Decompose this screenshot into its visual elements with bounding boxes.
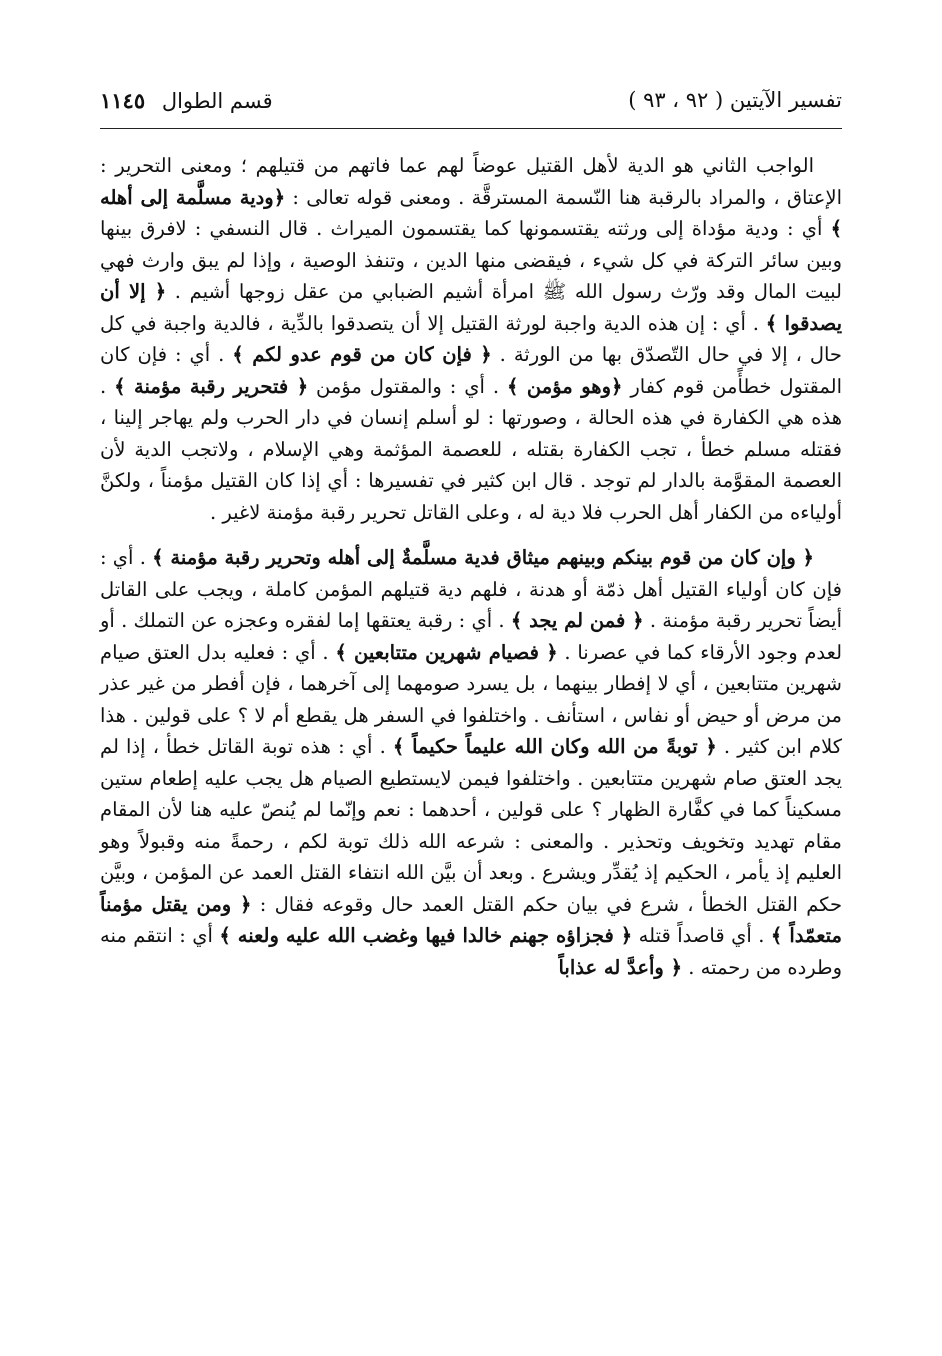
- header-rule: [100, 128, 842, 129]
- page-body: [100, 150, 842, 1286]
- text-run: . أي : رقبة يعتقها إما لفقره وعجزه عن التملك . أو لعدم وجود الأرقاء كما في عصرنا .: [100, 609, 843, 664]
- section-name: قسم الطوال: [161, 89, 273, 113]
- quran-quote: ﴿ توبةً من الله وكان الله عليماً حكيماً ﴾: [392, 735, 717, 758]
- quran-quote: ﴿ ومن يقتل مؤمناً متعمّداً ﴾: [100, 892, 842, 947]
- text-run: . أي : فإن كان المقتول خطأًمن قوم كفار: [100, 343, 842, 398]
- text-run: . أي قاصداً قتله: [632, 924, 771, 947]
- text-run: . أي : هذه توبة القاتل خطأ ، إذا لم يجد العتق صام شهرين متتابعين . واختلفوا فيمن لايستطيع الصيام هل يجب عليه إطعام ستين مسكيناً كما في كفَّارة الظهار ؟ على قولين ، أحدهما : نعم وإنّما لم يُنصّ عليه هنا لأن المقام مقام تهديد وتخويف وتحذير . والمعنى : شرعه الله ذلك توبة لكم ، رحمةً منه وقبولاً وهو العليم إذ يأمر ، الحكيم إذ يُقدِّر ويشرع . وبعد أن بيَّن الله انتفاء القتل العمد عن المؤمن ، وبيَّن حكم القتل الخطأ ، شرع في بيان حكم القتل العمد حال وقوعه فقال :: [100, 735, 842, 916]
- quran-quote: ﴿ وإن كان من قوم بينكم وبينهم ميثاق فدية مسلَّمةٌ إلى أهله وتحرير رقبة مؤمنة ﴾: [152, 546, 814, 569]
- quran-quote: ﴿ فجزاؤه جهنم خالدا فيها وغضب الله عليه ولعنه ﴾: [219, 924, 633, 947]
- paragraph-2: [100, 542, 842, 983]
- paragraph-1: [100, 150, 842, 528]
- text-run: . أي : والمقتول مؤمن: [308, 374, 507, 398]
- quran-quote: ﴿ فصيام شهرين متتابعين ﴾: [335, 640, 558, 664]
- quran-quote: ﴿ فمن لم يجد ﴾: [510, 609, 644, 632]
- text-run: . أي : فعليه بدل العتق صيام شهرين متتابعين ، أي لا إفطار بينهما ، بل يسرد صومهما إلى آخرهما ، فإن أفطر من غير عذر من مرض أو حيض أو نفاس ، استأنف . واختلفوا في السفر هل يقطع أم لا ؟ على قولين . هذا كلام ابن كثير .: [100, 640, 842, 758]
- quran-quote: ﴿ودية مسلَّمة إلى أهله ﴾: [100, 185, 842, 240]
- text-run: أي : انتقم منه وطرده من رحمته .: [100, 924, 842, 979]
- text-run: . أي : فإن كان أولياء القتيل أهل ذمّة أو هدنة ، فلهم دية قتيلهم المؤمن كاملة ، ويجب على القاتل أيضاً تحرير رقبة مؤمنة .: [100, 546, 842, 632]
- text-run: . أي : إن هذه الدية واجبة لورثة القتيل إلا أن يتصدقوا بالدِّية ، فالدية واجبة في كل حال ، إلا في حال التّصدّق بها من الورثة .: [100, 311, 842, 366]
- quran-quote: ﴿ إلا أن يصدقوا ﴾: [100, 280, 842, 335]
- text-run: أي : ودية مؤداة إلى ورثته يقتسمونها كما يقتسمون الميراث . قال النسفي : لافرق بينها وبين سائر التركة في كل شيء ، فيقضى منها الدين ، وتنفذ الوصية ، وإذا لم يبق وارث فهي لبيت المال وقد ورّث رسول الله ﷺ امرأة أشيم الضبابي من عقل زوجها أشيم .: [100, 217, 842, 303]
- quran-quote: ﴿وهو مؤمن ﴾: [506, 374, 623, 398]
- page-number: ١١٤٥: [100, 88, 146, 113]
- text-run: الواجب الثاني هو الدية لأهل القتيل عوضاً لهم عما فاتهم من قتيلهم ؛ ومعنى التحرير : الإعتاق ، والمراد بالرقبة هنا النّسمة المسترقَّة . ومعنى قوله تعالى :: [100, 154, 842, 209]
- page-header: [100, 88, 842, 124]
- running-title: تفسير الآيتين ( ٩٢ ، ٩٣ ): [628, 88, 842, 112]
- section-and-page: [100, 88, 273, 113]
- quran-quote: ﴿ فإن كان من قوم عدو لكم ﴾: [232, 343, 492, 366]
- quran-quote: ﴿ فتحرير رقبة مؤمنة ﴾: [114, 374, 309, 398]
- quran-quote: ﴿ وأعدَّ له عذاباً: [558, 955, 683, 979]
- text-run: . هذه هي الكفارة في هذه الحالة ، وصورتها : لو أسلم إنسان في دار الحرب ولم يهاجر إلينا ، فقتله مسلم خطأ ، تجب الكفارة بقتله ، للعصمة المؤثمة وهي الإسلام ، ولاتجب الدية لأن العصمة المقوَّمة بالدار لم توجد . قال ابن كثير في تفسيرها : أي إذا كان القتيل مؤمناً ، ولكنَّ أولياءه من الكفار أهل الحرب فلا دية له ، وعلى القاتل تحرير رقبة مؤمنة لاغير .: [100, 374, 842, 524]
